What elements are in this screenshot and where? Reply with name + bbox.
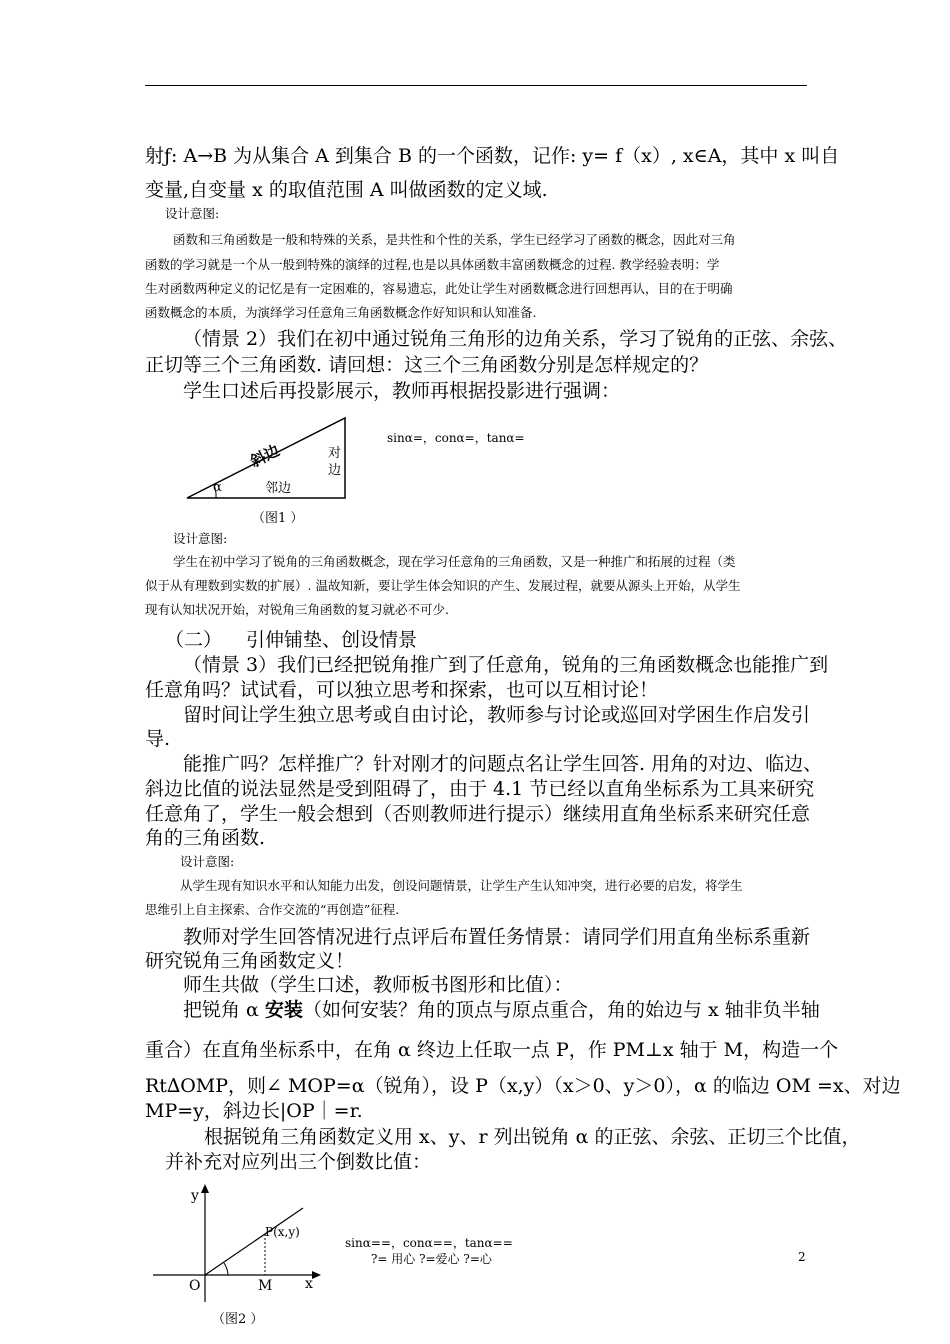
terminal-side — [205, 1208, 303, 1275]
point-p-label: P(x,y) — [265, 1225, 300, 1239]
trig-formula: sinα=，conα=，tanα= — [387, 431, 525, 445]
section-number: （二） — [165, 629, 223, 651]
text-line: 教师对学生回答情况进行点评后布置任务情景：请同学们用直角坐标系重新 — [183, 926, 811, 948]
angle-arc — [224, 1263, 228, 1275]
text-line: 研究锐角三角函数定义！ — [145, 950, 355, 972]
text-line: Rt∆OMP，则∠ MOP=α（锐角），设 P（x,y）（x＞0、y＞0），α 的临边 OM =x、对边 — [145, 1075, 901, 1097]
header-rule — [145, 85, 807, 86]
text-line: 函数和三角函数是一般和特殊的关系，是共性和个性的关系，学生已经学习了函数的概念，因此对三角 — [173, 232, 736, 247]
text-line: 根据锐角三角函数定义用 x、y、r 列出锐角 α 的正弦、余弦、正切三个比值， — [204, 1126, 861, 1148]
bold-keyword: 安装 — [264, 999, 303, 1021]
opposite-label-bottom: 边 — [328, 463, 342, 478]
text-line: （情景 2）我们在初中通过锐角三角形的边角关系，学习了锐角的正弦、余弦、 — [183, 328, 848, 350]
footer-text: ?= 用心 ?=爱心 ?=心 — [371, 1252, 492, 1266]
text-line: 函数概念的本质，为演绎学习任意角三角函数概念作好知识和认知准备. — [145, 305, 537, 320]
figure-2-caption: （图2 ） — [212, 1312, 264, 1327]
figure-1-triangle — [180, 408, 560, 533]
text-line: MP=y，斜边长|OP｜=r. — [145, 1100, 363, 1122]
design-intent-title: 设计意图: — [165, 206, 220, 221]
text-line: 生对函数两种定义的记忆是有一定困难的，容易遗忘，此处让学生对函数概念进行回想再认，目的在于明确 — [145, 281, 733, 296]
figure-1-caption: （图1 ） — [252, 511, 304, 526]
hypotenuse-label: 斜边 — [247, 441, 283, 471]
text-line: 学生在初中学习了锐角的三角函数概念，现在学习任意角的三角函数，又是一种推广和拓展的过程（类 — [173, 554, 736, 569]
trig-formula: sinα==，conα==，tanα== — [345, 1236, 513, 1250]
text-line: 现有认知状况开始，对锐角三角函数的复习就必不可少. — [145, 602, 449, 617]
angle-alpha-label: α — [213, 480, 222, 495]
text-line: 能推广吗？怎样推广？针对刚才的问题点名让学生回答. 用角的对边、临边、 — [183, 753, 823, 775]
section-title: 引伸铺垫、创设情景 — [246, 629, 418, 651]
y-axis-arrow — [201, 1184, 209, 1193]
text-line: 变量,自变量 x 的取值范围 A 叫做函数的定义域. — [145, 179, 548, 201]
text-line: （情景 3）我们已经把锐角推广到了任意角，锐角的三角函数概念也能推广到 — [183, 654, 829, 676]
text-line: 重合）在直角坐标系中，在角 α 终边上任取一点 P，作 PM⊥x 轴于 M，构造一个 — [145, 1039, 839, 1061]
origin-label: O — [189, 1278, 201, 1294]
text-line: 斜边比值的说法显然是受到阻碍了，由于 4.1 节已经以直角坐标系为工具来研究 — [145, 778, 815, 800]
text-line: 学生口述后再投影展示，教师再根据投影进行强调： — [183, 380, 621, 402]
y-axis-label: y — [191, 1188, 199, 1204]
adjacent-label: 邻边 — [265, 481, 292, 496]
page-number: 2 — [798, 1250, 806, 1264]
text-line: 导. — [145, 728, 171, 750]
text-line: 任意角吗？试试看，可以独立思考和探索，也可以互相讨论！ — [145, 679, 659, 701]
text-line: 留时间让学生独立思考或自由讨论，教师参与讨论或巡回对学困生作启发引 — [183, 704, 811, 726]
x-axis-arrow — [312, 1271, 321, 1279]
text-line: 思维引上自主探索、合作交流的“再创造”征程. — [145, 902, 400, 917]
point-m-label: M — [258, 1278, 273, 1294]
text-line: 任意角了，学生一般会想到（否则教师进行提示）继续用直角坐标系来研究任意 — [145, 803, 811, 825]
text-line: 正切等三个三角函数. 请回想：这三个三角函数分别是怎样规定的？ — [145, 354, 709, 376]
text-line: 射ƒ: A→B 为从集合 A 到集合 B 的一个函数，记作: y= f（x）, x∈A，其中 x 叫自 — [145, 145, 840, 167]
text-line: 似于从有理数到实数的扩展）. 温故知新，要让学生体会知识的产生、发展过程，就要从源头上开始，从学生 — [145, 578, 741, 593]
text-line: 角的三角函数. — [145, 827, 266, 849]
x-axis-label: x — [305, 1276, 313, 1292]
figure-2-coordinate-system — [145, 1180, 825, 1330]
design-intent-title: 设计意图: — [180, 854, 235, 869]
text-line: 把锐角 α 安装（如何安装？角的顶点与原点重合，角的始边与 x 轴非负半轴 — [183, 999, 820, 1021]
text-line: 从学生现有知识水平和认知能力出发，创设问题情景，让学生产生认知冲突，进行必要的启发，将学生 — [180, 878, 743, 893]
text-line: 并补充对应列出三个倒数比值： — [165, 1151, 432, 1173]
text-line: 师生共做（学生口述，教师板书图形和比值）： — [183, 974, 573, 996]
opposite-label-top: 对 — [328, 446, 342, 461]
text-line: 函数的学习就是一个从一般到特殊的演绎的过程,也是以具体函数丰富函数概念的过程. 教学经验表明：学 — [145, 257, 720, 272]
design-intent-title: 设计意图: — [173, 531, 228, 546]
